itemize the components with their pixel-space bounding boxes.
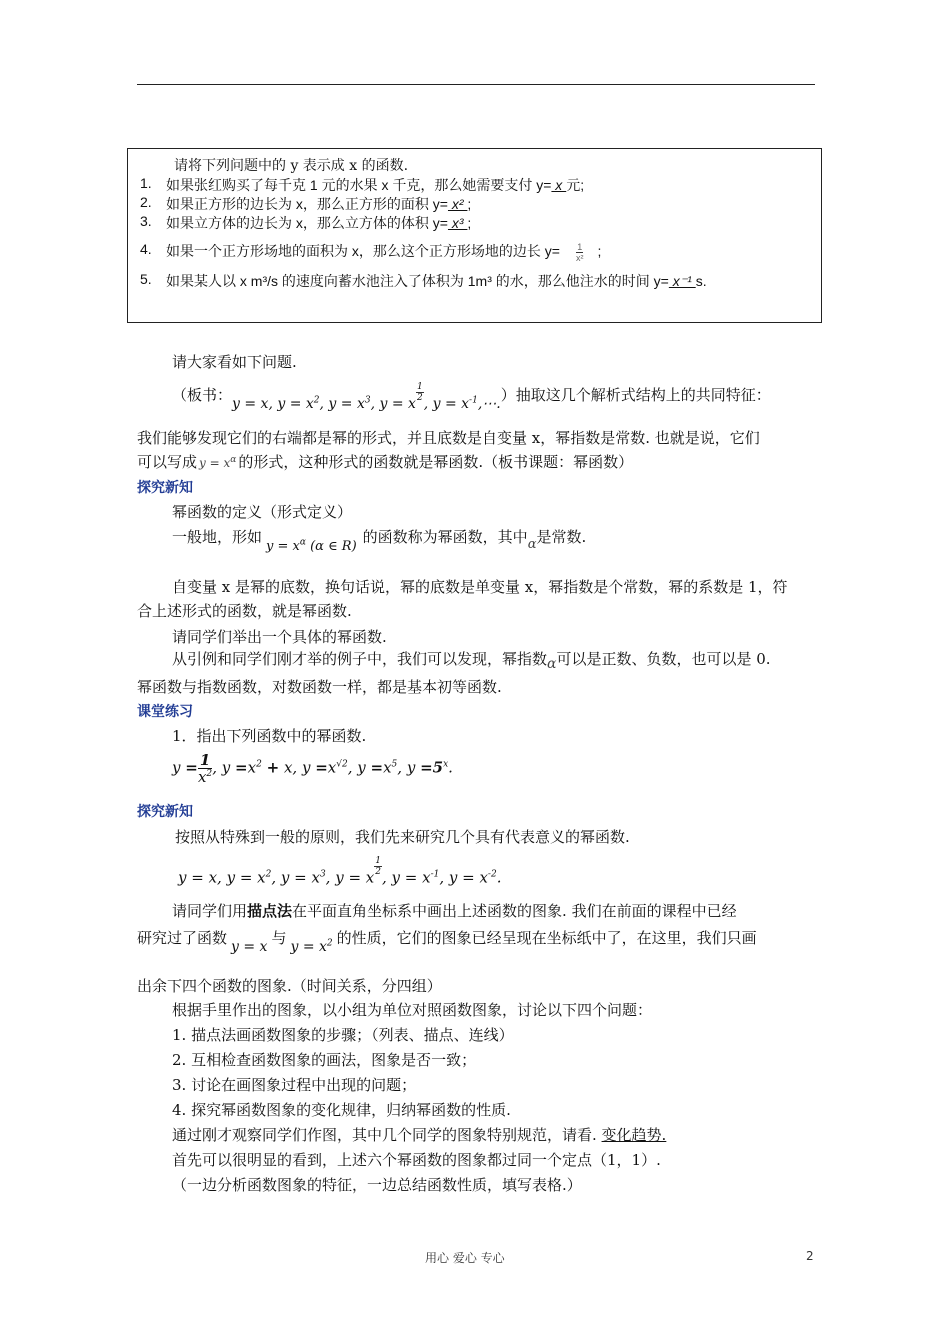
para-def-title: 幂函数的定义（形式定义） [172, 503, 353, 521]
para-look: 请大家看如下问题. [172, 353, 297, 371]
box-item-3: 如果立方体的边长为 x，那么立方体的体积 y= x³ ; [166, 215, 472, 231]
para-plot: 请同学们用描点法在平面直角坐标系中画出上述函数的图象. 我们在前面的课程中已经 [172, 902, 737, 920]
para-discuss: 根据手里作出的图象，以小组为单位对照函数图象，讨论以下四个问题： [172, 1001, 653, 1019]
para-base: 自变量 x 是幂的底数，换句话说，幂的底数是单变量 x，幂指数是个常数，幂的系数是 1，符 [172, 578, 788, 596]
para-observe: 我们能够发现它们的右端都是幂的形式，并且底数是自变量 x，幂指数是常数. 也就是说，它们 [137, 429, 760, 447]
alpha-symbol: α [527, 537, 537, 552]
para-base-2: 合上述形式的函数，就是幂函数. [137, 602, 352, 620]
para-remaining: 出余下四个函数的图象.（时间关系，分四组） [137, 977, 442, 995]
heading-explore-1: 探究新知 [137, 480, 193, 496]
box-item-5-num: 5. [140, 271, 152, 287]
box-item-1-num: 1. [140, 175, 152, 191]
question-4: 4. 探究幂函数图象的变化规律，归纳幂函数的性质. [172, 1101, 511, 1119]
box-item-4-num: 4. [140, 241, 152, 257]
formula-def: $y = x^\alpha$ (α ∈ R) [266, 537, 357, 554]
box-item-4-fraction: $\frac{1}{\text{x²}}$ [575, 241, 584, 263]
board-formula: y = x, $y = x^2$, $y = x^3$, y = x $\frac{1}{2}$ , $y = x^{-1},\cdots$. [232, 381, 501, 412]
question-2: 2. 互相检查函数图象的画法，图象是否一致； [172, 1051, 477, 1069]
alpha-symbol-2: α [547, 656, 557, 672]
question-1: 1. 描点法画函数图象的步骤；（列表、描点、连线） [172, 1026, 514, 1044]
box-item-3-num: 3. [140, 213, 152, 229]
para-board: （板书：y = x, $y = x^2$, $y = x^3$, y = x $\frac{1}{2}$ , $y = x^{-1},\cdots$.）抽取这几个解析式结构上的共同特征： [172, 381, 771, 412]
heading-explore-2: 探究新知 [137, 804, 193, 820]
exercise-1: 1．指出下列函数中的幂函数. [172, 727, 367, 745]
box-item-5: 如果某人以 x m³/s 的速度向蓄水池注入了体积为 1m³ 的水，那么他注水的时间 y= x⁻¹ s. [166, 273, 707, 289]
box-intro: 请将下列问题中的 y 表示成 x 的函数. [174, 158, 409, 174]
box-item-2: 如果正方形的边长为 x，那么正方形的面积 y= x² ; [166, 196, 472, 212]
para-exponent: 从引例和同学们刚才举的例子中，我们可以发现，幂指数α可以是正数、负数，也可以是 0. [172, 650, 771, 672]
formula-y-x-alpha: $y = x^\alpha$ [199, 455, 237, 470]
para-form: 可以写成 $y = x^\alpha$ 的形式，这种形式的函数就是幂函数.（板书课题：幂函数） [137, 453, 634, 471]
para-principle: 按照从特殊到一般的原则，我们先来研究几个具有代表意义的幂函数. [175, 828, 630, 846]
header-rule [137, 84, 815, 85]
heading-exercise: 课堂练习 [137, 704, 193, 720]
box-item-4: 如果一个正方形场地的面积为 x，那么这个正方形场地的边长 y= $\frac{1}{\text{x²}}$ ; [166, 241, 602, 263]
six-functions-formula: y = x, $y = x^2$, $y = x^3$, y = x $\frac{1}{2}$ , $y = x^{-1}$, $y = x^{-2}$. [178, 856, 502, 887]
page-number: 2 [806, 1249, 814, 1263]
para-table: （一边分析函数图象的特征，一边总结函数性质，填写表格.） [172, 1176, 582, 1194]
exercise-1-formulas: y = $\frac{1}{x^2}$ , $y =x^2 + x$, $y =x^{√2}$, $y =x^5$, $y =5^x$. [172, 751, 453, 786]
para-ask: 请同学们举出一个具体的幂函数. [172, 628, 387, 646]
para-elementary: 幂函数与指数函数，对数函数一样，都是基本初等函数. [137, 678, 502, 696]
para-def: 一般地，形如$y = x^\alpha$ (α ∈ R)的函数称为幂函数，其中α是常数. [172, 528, 587, 554]
para-studied: 研究过了函数 y = x 与 $y = x^2$ 的性质，它们的图象已经呈现在坐标纸中了，在这里，我们只画 [137, 929, 757, 955]
para-trend: 通过刚才观察同学们作图，其中几个同学的图象特别规范，请看. 变化趋势. [172, 1126, 667, 1144]
footer-motto: 用心 爱心 专心 [425, 1251, 505, 1265]
formula-y-x2: $y = x^2$ [290, 938, 333, 955]
formula-y-x: y = x [231, 939, 268, 955]
question-3: 3. 讨论在画图象过程中出现的问题； [172, 1076, 417, 1094]
box-item-1: 如果张红购买了每千克 1 元的水果 x 千克，那么她需要支付 y= x 元; [166, 177, 585, 193]
para-fixed-point: 首先可以很明显的看到，上述六个幂函数的图象都过同一个定点（1，1）. [172, 1151, 661, 1169]
box-item-2-num: 2. [140, 194, 152, 210]
